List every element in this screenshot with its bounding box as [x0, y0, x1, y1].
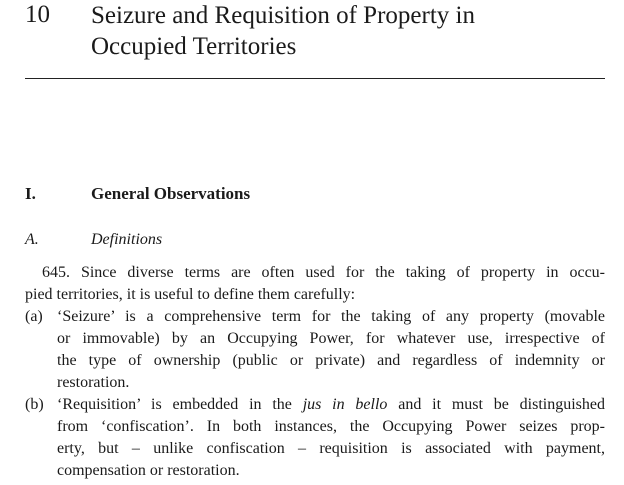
item-b-line-1 [57, 394, 605, 416]
chapter-number: 10 [25, 1, 50, 28]
chapter-divider [25, 78, 605, 79]
list-item-b-text [57, 394, 605, 482]
item-a-line-2: or immovable) by an Occupying Power, for whatever use, irrespective of [57, 330, 605, 347]
item-a-line-4: restoration. [57, 374, 130, 391]
chapter-title-line-2: Occupied Territories [91, 33, 297, 60]
list-item-a [25, 306, 605, 394]
item-b-line-4: compensation or restoration. [57, 462, 240, 479]
subsection-number: A. [25, 231, 39, 248]
list-marker-a: (a) [25, 308, 43, 325]
chapter-title-line-1: Seizure and Requisition of Property in [91, 2, 475, 29]
item-a-line-3: the type of ownership (public or private) and regardless of indemnity or [57, 352, 605, 369]
item-b-line-1-italic: jus in bello [302, 396, 388, 413]
list-marker-b: (b) [25, 396, 44, 413]
paragraph-line-1: 645. Since diverse terms are often used for the taking of property in occu- [42, 264, 605, 281]
item-b-line-2: from ‘confiscation’. In both instances, the Occupying Power seizes prop- [57, 418, 605, 435]
paragraph-line-2: pied territories, it is useful to define them carefully: [25, 286, 356, 303]
paragraph-645 [25, 262, 605, 306]
list-item-b [25, 394, 605, 482]
section-number: I. [25, 184, 36, 203]
item-b-line-1-pre: ‘Requisition’ is embedded in the [57, 396, 303, 413]
item-a-line-1: ‘Seizure’ is a comprehensive term for the taking of any property (movable [57, 308, 605, 325]
section-title: General Observations [91, 184, 251, 203]
subsection-title: Definitions [91, 231, 163, 248]
body-text [25, 262, 605, 482]
chapter-title [91, 0, 591, 62]
item-b-line-1-post: and it must be distinguished [387, 396, 606, 413]
list-item-a-text [57, 306, 605, 394]
item-b-line-3: erty, but – unlike confiscation – requisition is associated with payment, [57, 440, 605, 457]
